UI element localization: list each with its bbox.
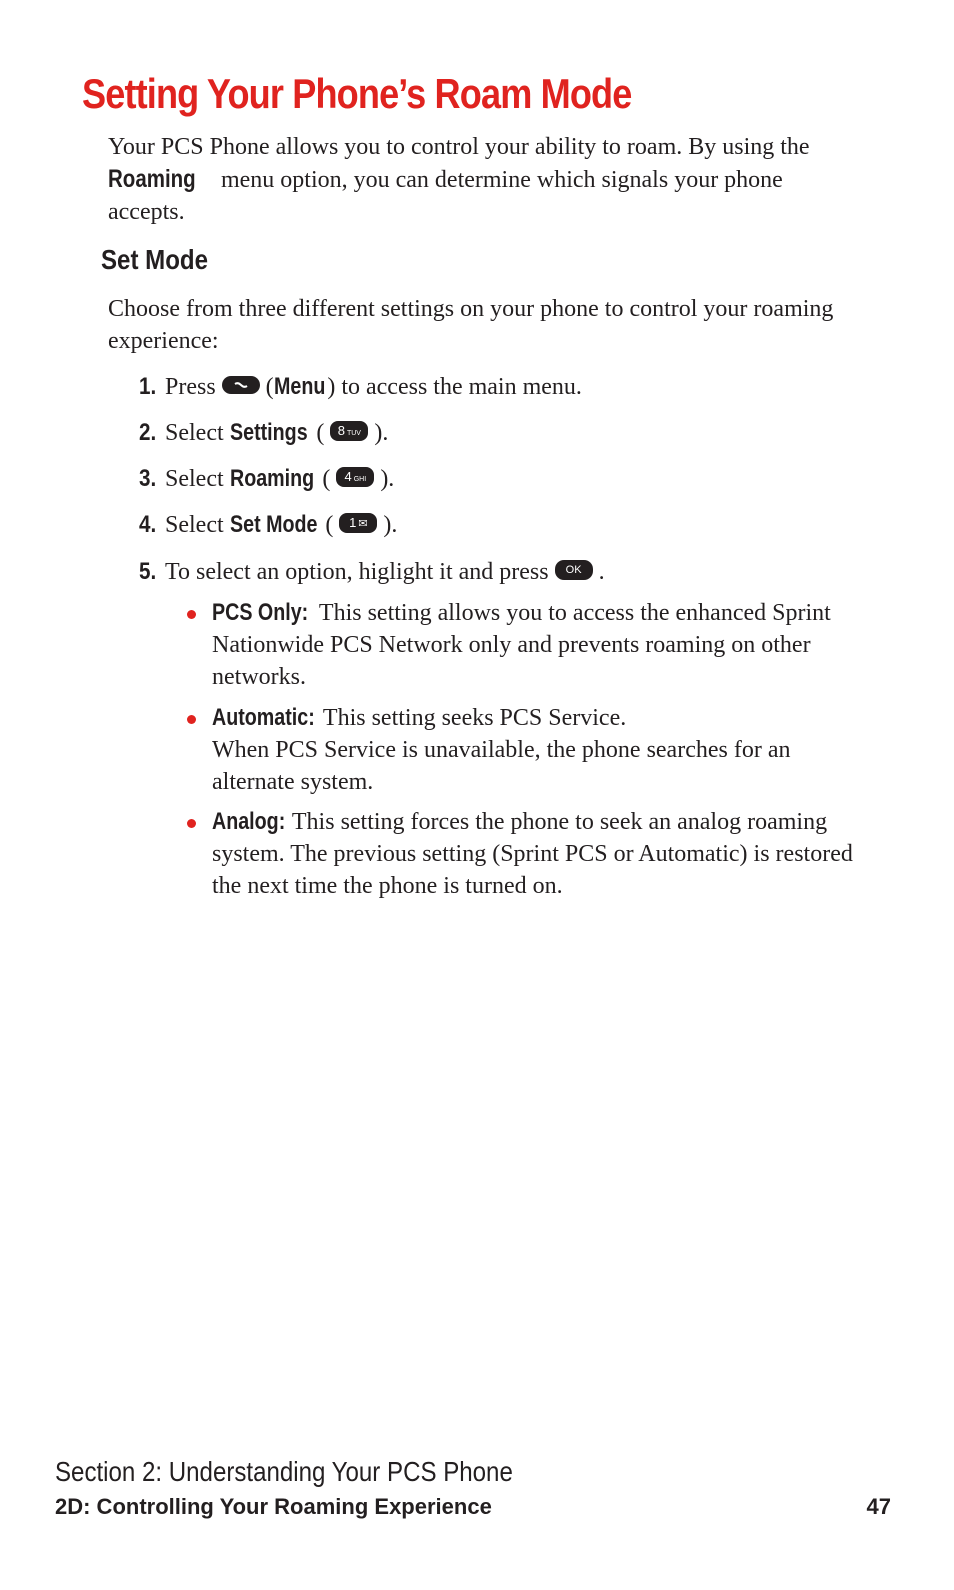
key-4-icon xyxy=(336,467,374,487)
ok-key-icon xyxy=(555,560,593,580)
option-automatic xyxy=(212,702,862,798)
ok-key-label: OK xyxy=(565,564,582,577)
step-text: ( xyxy=(310,420,331,446)
option-description-cont: When PCS Service is unavailable, the phone searches for an alternate system. xyxy=(212,737,791,795)
step-number: 3. xyxy=(139,465,157,492)
key-main-label: 4 xyxy=(344,469,352,485)
step-text: ( xyxy=(319,512,340,538)
option-description: This setting allows you to access the enhanced Sprint Nationwide PCS Network only and prevents roaming on other networks. xyxy=(212,600,831,690)
key-8-icon xyxy=(330,421,368,441)
step-text: Select xyxy=(165,512,230,538)
subheading-set-mode: Set Mode xyxy=(101,244,209,275)
bullet-icon xyxy=(187,819,196,828)
page-title: Setting Your Phone’s Roam Mode xyxy=(82,70,632,117)
step-text: ). xyxy=(377,512,398,538)
step-number: 5. xyxy=(139,558,157,585)
intro-paragraph xyxy=(108,131,848,228)
step-roaming-term: Roaming xyxy=(229,465,314,492)
option-label: Analog: xyxy=(212,808,286,835)
key-main-label: 1 xyxy=(349,515,357,531)
option-description: This setting forces the phone to seek an analog roaming system. The previous setting (Sprint PCS or Automatic) is restored the next time the phone is turned on. xyxy=(212,809,853,899)
bullet-icon xyxy=(187,610,196,619)
key-main-label: 8 xyxy=(337,423,345,439)
step-text: . xyxy=(592,559,605,585)
option-description: This setting seeks PCS Service. xyxy=(317,705,627,731)
option-label: Automatic: xyxy=(212,704,315,731)
intro-roaming-term: Roaming xyxy=(108,165,196,193)
step-2 xyxy=(139,417,388,449)
step-number: 4. xyxy=(139,511,157,538)
key-1-icon xyxy=(339,513,377,533)
page-number: 47 xyxy=(866,1494,891,1519)
step-settings-term: Settings xyxy=(229,419,308,446)
step-text: ). xyxy=(368,420,389,446)
step-1 xyxy=(139,371,582,403)
envelope-icon: ✉ xyxy=(358,518,368,531)
step-menu-term: Menu xyxy=(273,373,326,400)
step-text: ( xyxy=(316,466,337,492)
step-number: 1. xyxy=(139,373,157,400)
bullet-icon xyxy=(187,715,196,724)
option-analog xyxy=(212,806,862,902)
step-5 xyxy=(139,556,605,588)
key-sub-label: GHI xyxy=(353,476,367,484)
footer-chapter-title: 2D: Controlling Your Roaming Experience xyxy=(55,1494,492,1519)
step-text: ) to access the main menu. xyxy=(327,374,582,400)
step-text: To select an option, higlight it and press xyxy=(165,559,555,585)
step-set-mode-term: Set Mode xyxy=(229,511,318,538)
step-text: Press xyxy=(165,374,222,400)
step-text: ). xyxy=(374,466,395,492)
step-text: Select xyxy=(165,420,230,446)
intro-text: Your PCS Phone allows you to control your ability to roam. By using the xyxy=(108,134,810,160)
option-pcs-only xyxy=(212,597,862,693)
step-3 xyxy=(139,463,394,495)
step-text: Select xyxy=(165,466,230,492)
step-4 xyxy=(139,509,397,541)
step-number: 2. xyxy=(139,419,157,446)
lead-paragraph: Choose from three different settings on your phone to control your roaming experience: xyxy=(108,296,834,354)
footer-section-title: Section 2: Understanding Your PCS Phone xyxy=(55,1456,513,1487)
key-sub-label: TUV xyxy=(346,430,361,438)
option-label: PCS Only: xyxy=(212,599,309,626)
step-text: ( xyxy=(259,374,274,400)
intro-text-end: menu option, you can determine which signals your phone accepts. xyxy=(108,167,783,225)
menu-key-icon xyxy=(222,376,260,394)
